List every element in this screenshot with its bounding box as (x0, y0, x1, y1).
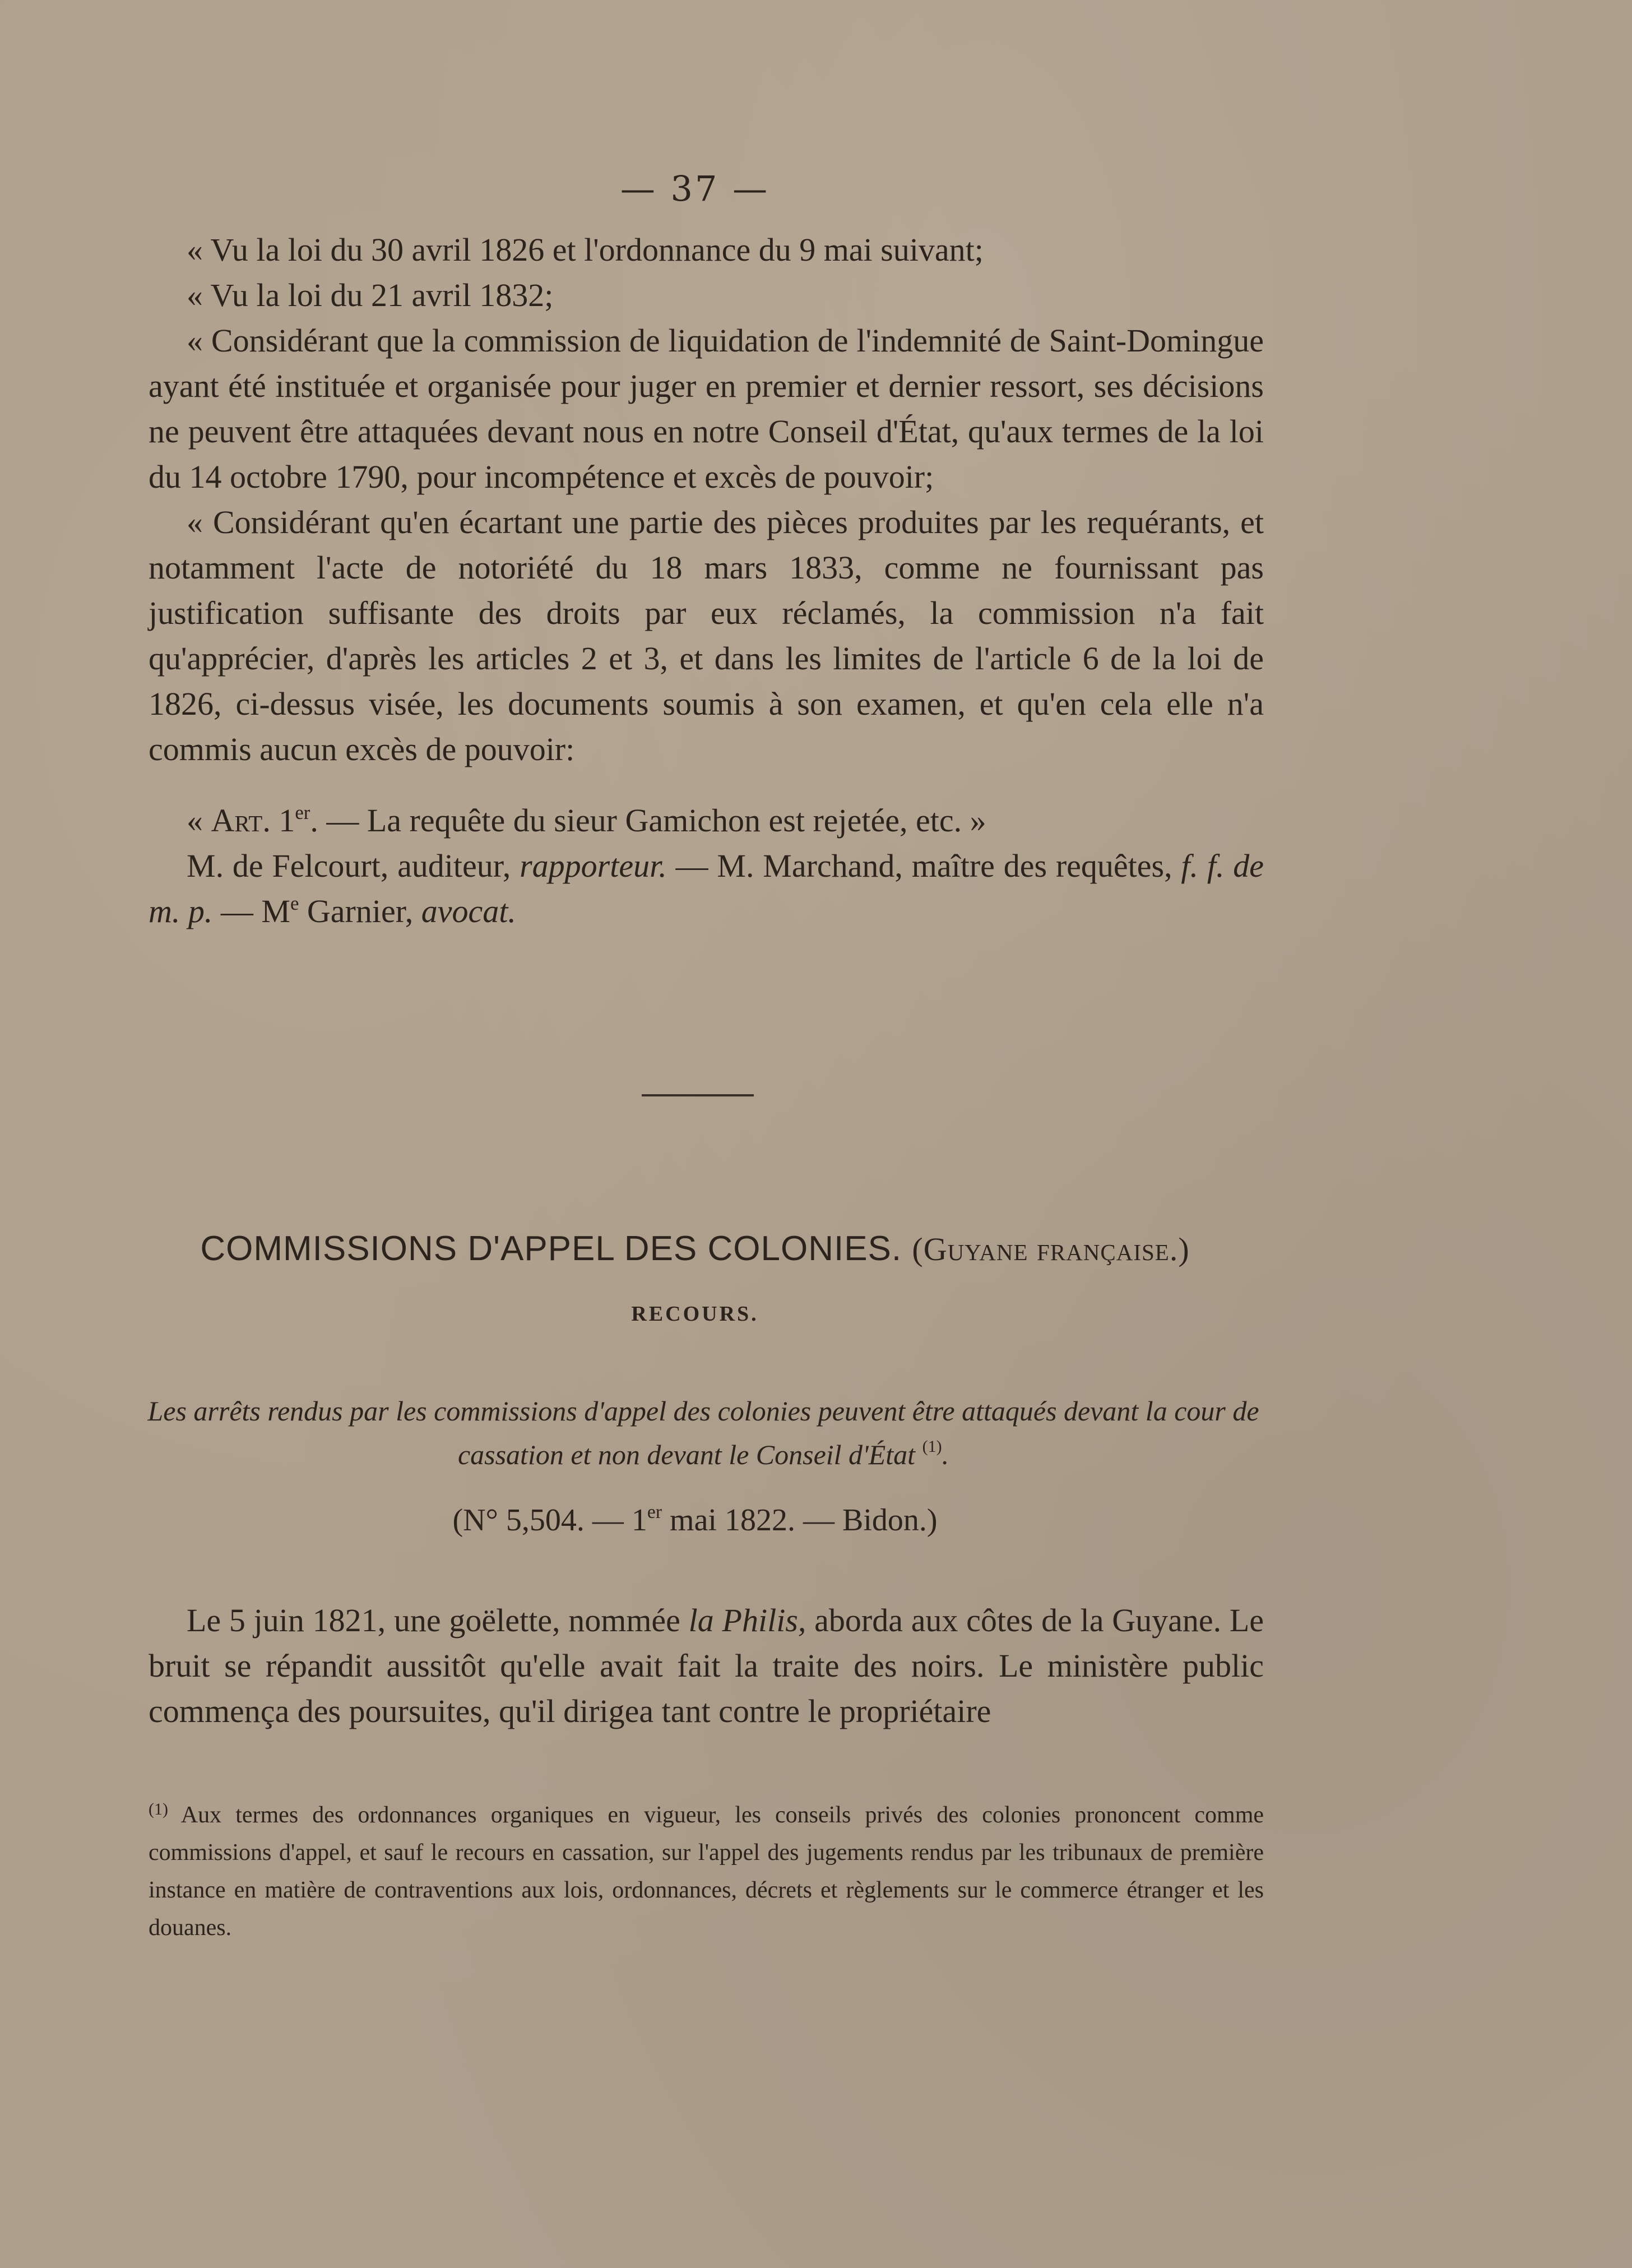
summary-end: . (942, 1439, 949, 1470)
footnote-mark: (1) (149, 1800, 168, 1818)
reference-a: (N° 5,504. — 1 (452, 1503, 647, 1538)
summary-text: Les arrêts rendus par les commissions d'appel des colonies peuvent être attaqués devant la cour de cassation et non devant le Conseil d'État (147, 1395, 1259, 1470)
credit-ff: f. f. de m. p. (149, 848, 1264, 929)
paragraph-considerant-1: « Considérant que la commission de liquidation de l'indemnité de Saint-Domingue ayant été instituée et organisée pour juger en premier et dernier ressort, ses décisions ne peuvent être attaquées devant nous en notre Conseil d'État, qu'aux termes de la loi du 14 octobre 1790, pour incompétence et excès de pouvoir; (149, 322, 1264, 495)
case-text-a: Le 5 juin 1821, une goëlette, nommée (187, 1602, 680, 1638)
case-text-c: aborda aux côtes de la Guyane. Le bruit se répandit aussitôt qu'elle avait fait la traite des noirs. Le ministère public commença des poursuites, qu'il dirigea tant contre le propriétaire (149, 1602, 1264, 1729)
article-1 (149, 798, 1264, 843)
section-subtitle: (Guyane française.) (912, 1231, 1190, 1267)
article-open-quote: « (187, 802, 211, 839)
section-summary (143, 1389, 1264, 1476)
section-subhead: RECOURS. (631, 1302, 759, 1326)
section-divider (642, 1094, 754, 1096)
credit-felcourt: M. de Felcourt, auditeur, (187, 848, 511, 884)
article-sup: er (295, 802, 310, 823)
page-number: — 37 — (620, 168, 770, 209)
credit-garnier: Garnier, (299, 893, 414, 929)
paragraph-case (149, 1598, 1264, 1734)
top-section (149, 227, 1264, 934)
credit-avocat: avocat. (421, 893, 516, 929)
credit-m-sup: e (290, 892, 299, 914)
credits (149, 843, 1264, 934)
case-body (149, 1598, 1264, 1734)
reference-sup: er (647, 1502, 662, 1522)
reference-b: mai 1822. — Bidon.) (662, 1503, 938, 1538)
footnote (149, 1790, 1264, 1947)
article-text: . — La requête du sieur Gamichon est rejetée, etc. » (310, 802, 986, 839)
credit-rapporteur: rapporteur. (520, 848, 667, 884)
credit-m: — M (220, 893, 290, 929)
case-reference (0, 1502, 1390, 1538)
paragraph-considerant-2: « Considérant qu'en écartant une partie des pièces produites par les requérants, et notamment l'acte de notoriété du 18 mars 1833, comme ne fournissant pas justification suffisante des droits par eux réclamés, la commission n'a fait qu'apprécier, d'après les articles 2 et 3, et dans les limites de l'article 6 de la loi de 1826, ci-dessus visée, les documents soumis à son examen, et qu'en cela elle n'a commis aucun excès de pouvoir: (149, 504, 1264, 767)
paragraph-vu-loi-1832: « Vu la loi du 21 avril 1832; (187, 277, 554, 313)
article-label: Art. 1 (211, 802, 295, 839)
credit-marchand: — M. Marchand, maître des requêtes, (675, 848, 1172, 884)
footnote-text: Aux termes des ordonnances organiques en vigueur, les conseils privés des colonies prononcent comme commissions d'appel, et sauf le recours en cassation, sur l'appel des jugements rendus par les tribunaux de première instance en matière de contraventions aux lois, ordonnances, décrets et règlements sur le commerce étranger et les douanes. (149, 1802, 1264, 1941)
summary-note-mark: (1) (922, 1437, 942, 1456)
section-title: COMMISSIONS D'APPEL DES COLONIES. (200, 1229, 902, 1268)
section-heading (0, 1229, 1390, 1269)
paragraph-vu-loi-1826: « Vu la loi du 30 avril 1826 et l'ordonnance du 9 mai suivant; (187, 232, 984, 268)
case-ship-name: la Philis, (688, 1602, 806, 1638)
